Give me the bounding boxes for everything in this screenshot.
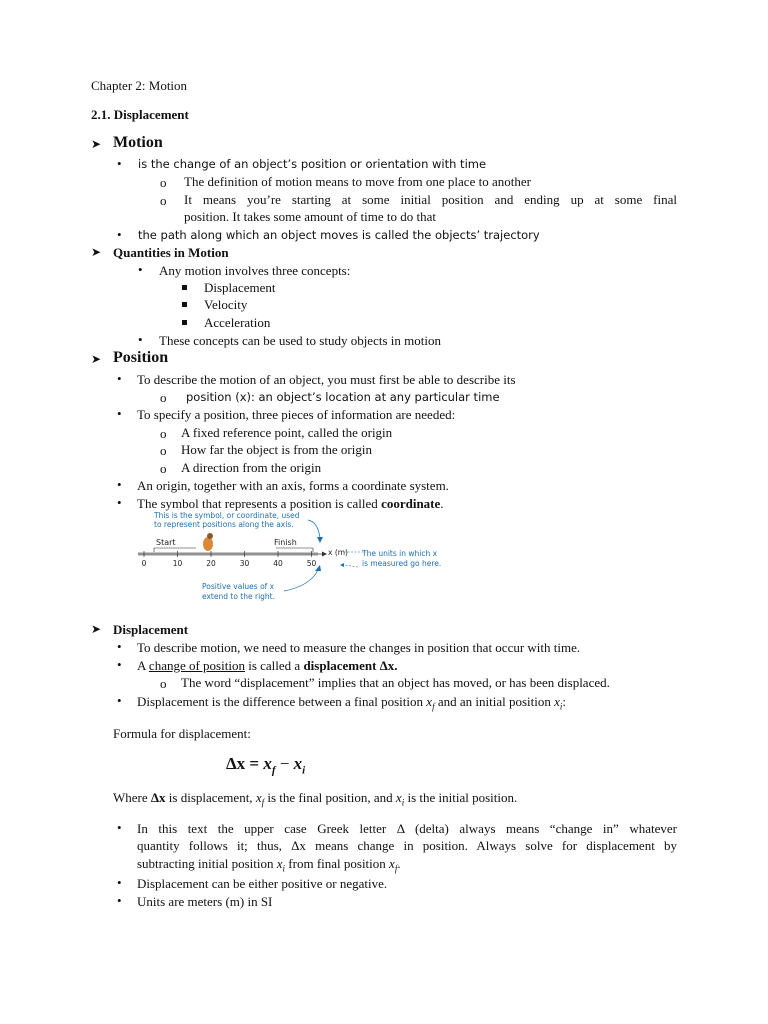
position-bullet-4-post: . (440, 496, 444, 511)
figure-axis-label: x (m) (328, 548, 348, 557)
bullet-dot-icon: • (117, 227, 122, 242)
object-figure (203, 537, 213, 551)
arrow-bullet-icon: ➤ (91, 622, 102, 636)
c1-l3-mid: from final position (285, 856, 390, 871)
square-bullet-icon (182, 302, 187, 307)
figure-finish-label: Finish (274, 538, 297, 547)
bullet-dot-icon: • (117, 893, 122, 908)
chapter-title: Chapter 2: Motion (91, 78, 188, 93)
where-post: is the initial position. (404, 790, 518, 805)
circle-bullet-icon: o (160, 390, 167, 405)
displacement-formula (226, 754, 305, 776)
circle-bullet-icon: o (160, 443, 167, 458)
positive-arrow (284, 570, 318, 591)
bullet-dot-icon: • (117, 406, 122, 421)
circle-bullet-icon: o (160, 426, 167, 441)
position-bullet-2: To specify a position, three pieces of information are needed: (137, 407, 456, 422)
axis-tick-label: 40 (273, 559, 283, 568)
bullet-dot-icon: • (117, 693, 122, 708)
where-pre: Where (113, 790, 151, 805)
formula-minus: − (275, 754, 294, 773)
figure-units-note-2: is measured go here. (362, 559, 442, 568)
arrow-bullet-icon: ➤ (91, 245, 102, 259)
position-bullet-1: To describe the motion of an object, you must first be able to describe its (137, 372, 516, 387)
where-i: i (401, 797, 405, 808)
position-sub-1-text: position (x): an object’s location at any particular time (186, 390, 500, 404)
xi-symbol: x (554, 694, 560, 709)
c1-l3-pre: subtracting initial position (137, 856, 277, 871)
formula-label: Formula for displacement: (113, 726, 251, 741)
change-of-position-term: change of position (148, 658, 245, 673)
bullet-dot-icon: • (117, 639, 122, 654)
quantity-item-velocity: Velocity (204, 297, 248, 312)
bullet-dot-icon: • (138, 332, 143, 347)
formula-xf: x (263, 754, 272, 773)
where-f: f (261, 797, 265, 808)
position-bullet-4 (137, 495, 444, 512)
displacement-bullet-2 (137, 657, 398, 674)
b3-pre: Displacement is the difference between a final position (137, 694, 427, 709)
bullet-dot-icon: • (117, 477, 122, 492)
section-title: 2.1. Displacement (91, 107, 189, 122)
where-dx: Δx (150, 790, 166, 805)
formula-i: i (302, 764, 306, 777)
xf-symbol: x (426, 694, 433, 709)
circle-bullet-icon: o (160, 461, 167, 476)
position-heading: Position (113, 349, 169, 366)
axis-tick-label: 0 (141, 559, 147, 568)
motion-bullet-2: the path along which an object moves is called the objects’ trajectory (138, 228, 540, 242)
square-bullet-icon (182, 320, 187, 325)
position-sub-1 (186, 388, 500, 406)
figure-units-note-1: The units in which x (362, 549, 438, 558)
motion-bullet-1: is the change of an object’s position or orientation with time (138, 157, 487, 171)
figure-bottom-note-2: extend to the right. (202, 592, 275, 601)
position-sub-2b: How far the object is from the origin (181, 442, 372, 457)
axis-tick-label: 50 (306, 559, 317, 568)
figure-start-label: Start (156, 538, 176, 547)
delta-note-line-1: In this text the upper case Greek letter Δ (delta) always means “change in” whatever (137, 821, 677, 836)
b3-mid: and an initial position (434, 694, 555, 709)
quantity-item-displacement: Displacement (204, 280, 276, 295)
xf-subscript: f (432, 701, 435, 712)
where-xf: x (255, 790, 262, 805)
units-note: Units are meters (m) in SI (137, 894, 273, 909)
caption-arrow-head (317, 537, 323, 543)
axis-arrow-icon (322, 552, 327, 557)
where-mid1: is displacement, (165, 790, 256, 805)
displacement-sub: The word “displacement” implies that an object has moved, or has been displaced. (181, 675, 610, 690)
c1-l3-i: i (282, 863, 286, 874)
sign-note: Displacement can be either positive or negative. (137, 876, 388, 891)
arrow-bullet-icon: ➤ (91, 352, 102, 366)
square-bullet-icon (182, 285, 187, 290)
circle-bullet-icon: o (160, 193, 167, 208)
bullet-dot-icon: • (117, 657, 122, 672)
caption-arrow (308, 520, 320, 538)
bullet-dot-icon: • (117, 156, 122, 171)
figure-bottom-note-1: Positive values of x (202, 582, 275, 591)
displacement-bullet-1: To describe motion, we need to measure the changes in position that occur with time. (137, 640, 581, 655)
delta-note-line-2: quantity follows it; thus, Δx means change in position. Always solve for displacement by (137, 838, 677, 853)
xi-subscript: i (559, 701, 563, 712)
b2-pre: A (137, 658, 149, 673)
displacement-term: displacement Δx. (303, 658, 398, 673)
b3-post: : (562, 694, 567, 709)
position-sub-2a: A fixed reference point, called the origin (181, 425, 393, 440)
axis-tick-label: 20 (206, 559, 216, 568)
bullet-dot-icon: • (138, 262, 143, 277)
motion-sub-2-line-2: position. It takes some amount of time to do that (184, 209, 437, 224)
motion-heading: Motion (113, 134, 163, 151)
where-xi: x (395, 790, 402, 805)
bullet-dot-icon: • (117, 371, 122, 386)
quantities-heading: Quantities in Motion (113, 245, 229, 260)
motion-sub-1: The definition of motion means to move from one place to another (184, 174, 531, 189)
c1-l3-post: . (397, 856, 401, 871)
c1-l3-xf: x (389, 856, 395, 871)
axis-tick-label: 30 (239, 559, 250, 568)
c1-l3-xi: x (276, 856, 283, 871)
formula-f: f (271, 764, 276, 777)
circle-bullet-icon: o (160, 676, 167, 691)
quantities-bullet-1: Any motion involves three concepts: (159, 263, 351, 278)
coordinate-axis-figure (136, 512, 448, 604)
position-bullet-4-pre: The symbol that represents a position is called (137, 496, 382, 511)
b2-mid: is called a (244, 658, 304, 673)
quantities-bullet-2: These concepts can be used to study objects in motion (159, 333, 441, 348)
bullet-dot-icon: • (117, 820, 122, 835)
where-line (113, 789, 517, 812)
arrow-bullet-icon: ➤ (91, 137, 102, 151)
coordinate-term: coordinate (381, 496, 441, 511)
displacement-heading: Displacement (113, 622, 189, 637)
figure-top-caption-1: This is the symbol, or coordinate, used (154, 512, 300, 520)
bullet-dot-icon: • (117, 875, 122, 890)
formula-lhs: Δx = (226, 754, 264, 773)
where-mid2: is the final position, and (264, 790, 396, 805)
figure-top-caption-2: to represent positions along the axis. (154, 520, 294, 529)
position-sub-2c: A direction from the origin (181, 460, 322, 475)
position-bullet-3: An origin, together with an axis, forms a coordinate system. (137, 478, 449, 493)
object-figure-head (207, 533, 213, 539)
motion-sub-2-line-1: It means you’re starting at some initial position and ending up at some final (184, 192, 677, 207)
c1-l3-f: f (394, 863, 398, 874)
formula-xi: x (293, 754, 303, 773)
displacement-bullet-3 (137, 693, 566, 716)
axis-tick-label: 10 (172, 559, 183, 568)
circle-bullet-icon: o (160, 175, 167, 190)
bullet-dot-icon: • (117, 495, 122, 510)
quantity-item-acceleration: Acceleration (204, 315, 271, 330)
